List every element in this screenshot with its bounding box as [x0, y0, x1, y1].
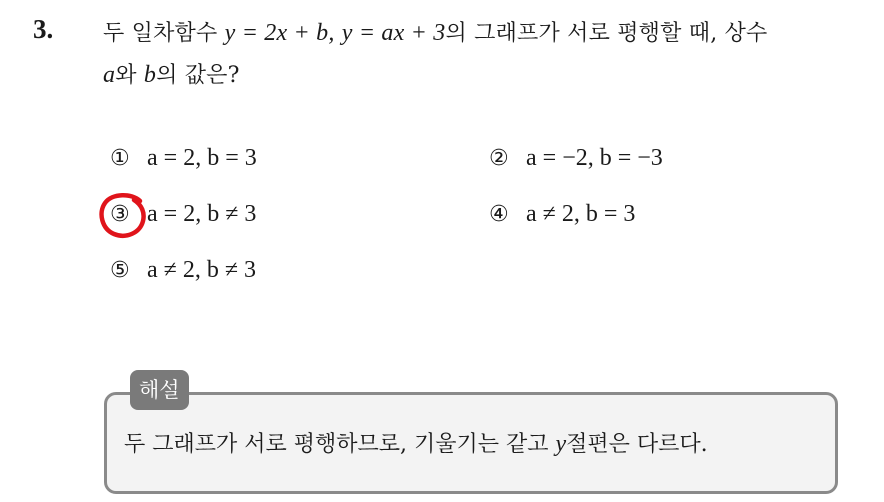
- question-number: 3.: [33, 14, 54, 44]
- choice-expression: a = −2, b = −3: [526, 145, 663, 171]
- choice-number: ④: [489, 202, 509, 227]
- choice-number: ②: [489, 146, 509, 171]
- variable-a: a: [103, 62, 116, 88]
- choice-3[interactable]: [110, 201, 256, 228]
- variable-b: b: [143, 62, 157, 88]
- question-text-part: 두 일차함수: [103, 21, 225, 46]
- choice-1[interactable]: [110, 145, 257, 172]
- choice-number: ⑤: [110, 258, 130, 283]
- choice-expression: a = 2, b = 3: [147, 145, 257, 171]
- choice-number: ③: [110, 202, 130, 227]
- choice-expression: a = 2, b ≠ 3: [147, 201, 257, 227]
- solution-text-part: 절편은 다르다.: [566, 432, 708, 457]
- variable-y: y: [555, 431, 567, 457]
- choice-5[interactable]: [110, 257, 256, 284]
- solution-label: 해설: [130, 370, 189, 410]
- question-text-part: 의 그래프가 서로 평행할 때, 상수: [445, 21, 768, 46]
- equation-2: y = ax + 3: [341, 20, 446, 46]
- solution-text: [124, 427, 708, 458]
- question-text-line-1: [103, 16, 768, 47]
- choice-4[interactable]: [489, 201, 635, 228]
- question-text-part: 와: [115, 63, 144, 88]
- choice-expression: a ≠ 2, b ≠ 3: [147, 257, 256, 283]
- choice-2[interactable]: [489, 145, 663, 172]
- choice-number: ①: [110, 146, 130, 171]
- question-text-line-2: [103, 58, 240, 89]
- solution-text-part: 두 그래프가 서로 평행하므로, 기울기는 같고: [124, 432, 556, 457]
- question-text-part: 의 값은?: [156, 63, 240, 88]
- equation-1: y = 2x + b,: [224, 20, 335, 46]
- choice-expression: a ≠ 2, b = 3: [526, 201, 636, 227]
